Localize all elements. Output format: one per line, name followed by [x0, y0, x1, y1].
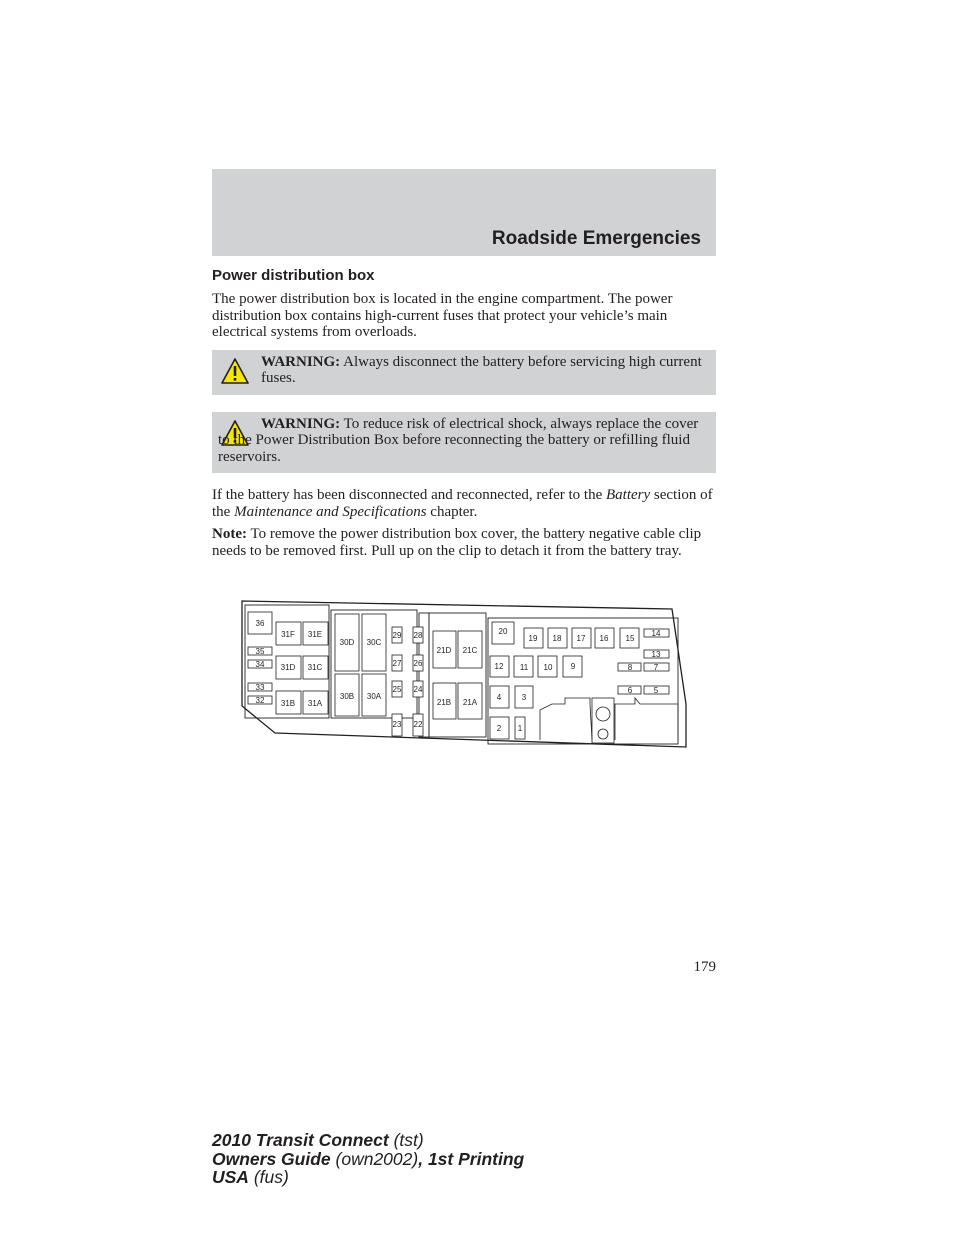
fuse-label: 30C	[366, 638, 382, 647]
fuse-label: 11	[519, 663, 529, 672]
battery-ref: Battery	[605, 487, 651, 503]
fuse-label: 35	[255, 647, 265, 656]
warning-label-1: WARNING:	[261, 354, 341, 370]
note-label: Note:	[212, 526, 247, 542]
fuse-label: 27	[392, 659, 402, 668]
fuse-label: 23	[392, 720, 402, 729]
footer-line-3	[212, 1168, 524, 1187]
fuse-label: 29	[392, 631, 402, 640]
battery-paragraph	[212, 487, 716, 520]
fuse-label: 16	[599, 634, 609, 643]
fuse-label: 1	[517, 724, 523, 733]
warning-label-2: WARNING:	[261, 416, 341, 432]
fuse-label: 8	[627, 663, 633, 672]
battery-text-pre: If the battery has been disconnected and reconnected, refer to the	[212, 487, 603, 503]
footer-guide: Owners Guide	[212, 1148, 331, 1169]
fuse-label: 31C	[307, 663, 323, 672]
intro-paragraph: The power distribution box is located in the engine compartment. The power distribution box contains high-current fuses that protect your vehicle’s main electrical systems from overloads.	[212, 291, 673, 341]
fuse-label: 21B	[436, 698, 452, 707]
section-heading: Power distribution box	[212, 267, 375, 284]
footer-market: USA	[212, 1167, 249, 1187]
fuse-label: 30B	[339, 692, 355, 701]
fuse-label: 26	[413, 659, 423, 668]
footer-model: 2010 Transit Connect	[212, 1130, 389, 1150]
fuse-label: 14	[651, 629, 661, 638]
fuse-label: 13	[651, 650, 661, 659]
header-band	[212, 169, 716, 256]
fuse-label: 21D	[436, 646, 452, 655]
fuse-label: 24	[413, 685, 423, 694]
fuse-label: 17	[576, 634, 586, 643]
fuse-label: 31E	[307, 630, 323, 639]
fuse-label: 30A	[366, 692, 382, 701]
fuse-label: 20	[498, 627, 508, 636]
fuse-label: 31A	[307, 699, 323, 708]
fuse-label: 10	[543, 663, 553, 672]
fuse-label: 5	[653, 686, 659, 695]
fuse-label: 9	[570, 662, 576, 671]
fuse-label: 31F	[281, 630, 295, 639]
fuse-label: 25	[392, 685, 402, 694]
page-title: Roadside Emergencies	[491, 228, 701, 249]
fuse-box-diagram	[240, 600, 688, 750]
chapter-ref: Maintenance and Specifications	[234, 503, 427, 520]
fuse-label: 31D	[280, 663, 296, 672]
fuse-label: 31B	[280, 699, 296, 708]
warning-box-2	[212, 412, 716, 473]
footer-market-code: (fus)	[253, 1167, 289, 1187]
warning-text-2	[218, 416, 712, 465]
note-paragraph	[212, 526, 716, 559]
connector-outline	[540, 698, 678, 743]
fuse-label: 21A	[462, 698, 478, 707]
footer-guide-code: (own2002)	[335, 1148, 419, 1169]
fuse-label: 18	[552, 634, 562, 643]
fuse-label: 21C	[462, 646, 478, 655]
footer-print-info	[212, 1131, 524, 1187]
footer-line-1	[212, 1131, 524, 1150]
fuse-label: 2	[496, 724, 502, 733]
warning-body-2: To reduce risk of electrical shock, always replace the cover to the Power Distribution Box before reconnecting the battery or refilling fluid reservoirs.	[218, 416, 699, 465]
warning-text-1	[261, 354, 711, 387]
fuse-label: 33	[255, 683, 265, 692]
fuse-label: 32	[255, 696, 265, 705]
footer-printing: , 1st Printing	[418, 1148, 525, 1169]
battery-text-post: chapter.	[430, 503, 478, 520]
footer-line-2	[212, 1150, 524, 1169]
fuse-label: 19	[528, 634, 538, 643]
fuse-label: 7	[653, 663, 659, 672]
fuse-label: 34	[255, 660, 265, 669]
fuse-label: 22	[413, 720, 423, 729]
warning-triangle-icon	[220, 357, 250, 385]
fuse-label: 36	[255, 619, 265, 628]
warning-body-1: Always disconnect the battery before servicing high current fuses.	[261, 354, 702, 387]
fuse-label: 6	[627, 686, 633, 695]
page-number: 179	[693, 959, 716, 975]
fuse-label: 30D	[339, 638, 355, 647]
battery-text-mid: section of the	[212, 487, 713, 520]
footer-model-code: (tst)	[393, 1130, 424, 1150]
fuse-label: 3	[521, 693, 527, 702]
note-text: To remove the power distribution box cover, the battery negative cable clip needs to be removed first. Pull up on the clip to detach it from the battery tray.	[212, 526, 702, 559]
fuse-label: 28	[413, 631, 423, 640]
fuse-label: 12	[494, 662, 504, 671]
fuse-label: 15	[625, 634, 635, 643]
fuse-label: 4	[496, 693, 502, 702]
warning-box-1	[212, 350, 716, 395]
